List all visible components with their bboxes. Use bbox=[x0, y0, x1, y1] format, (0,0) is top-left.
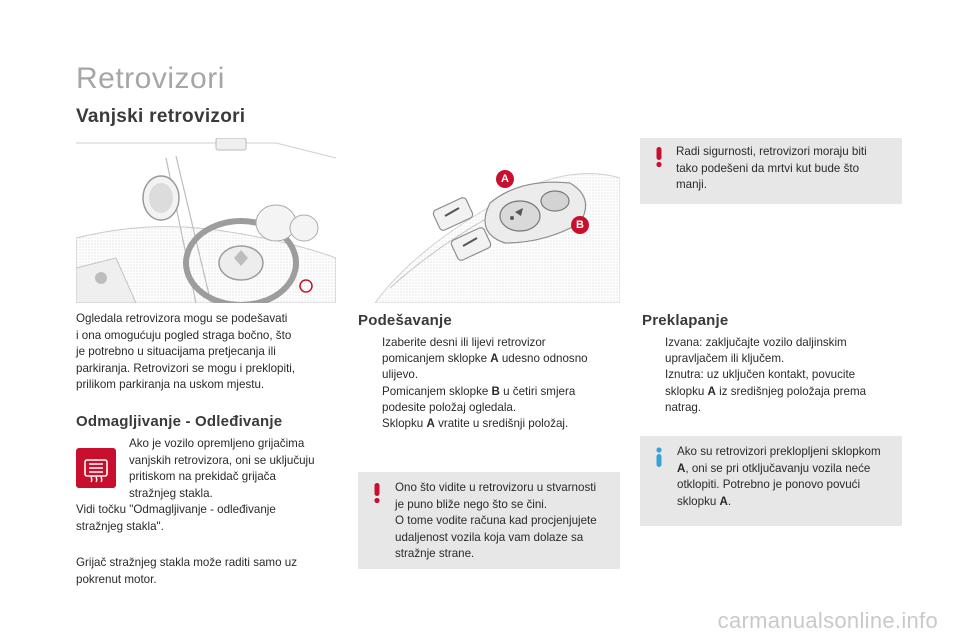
warning-icon bbox=[368, 482, 386, 504]
defrost-title: Odmagljivanje - Odleđivanje bbox=[76, 413, 283, 430]
warning-icon bbox=[650, 146, 668, 168]
warning-line-5: stražnje strane. bbox=[395, 547, 475, 560]
intro-line-2: i ona omogućuju pogled straga bočno, što bbox=[76, 328, 292, 342]
defrost-line-4: stražnjeg stakla. bbox=[129, 486, 213, 500]
info-line-1: Ako su retrovizori preklopljeni sklopkom bbox=[677, 445, 881, 458]
fold-title: Preklapanje bbox=[642, 312, 729, 329]
defrost-ref-line-2: stražnjeg stakla". bbox=[76, 519, 164, 533]
safety-line-2: tako podešeni da mrtvi kut bude što bbox=[676, 161, 860, 175]
defrost-line-1: Ako je vozilo opremljeno grijačima bbox=[129, 437, 305, 450]
fold-info-box bbox=[640, 436, 902, 526]
rear-defrost-icon bbox=[76, 448, 116, 488]
motor-line-2: pokrenut motor. bbox=[76, 572, 157, 586]
section-title: Vanjski retrovizori bbox=[76, 106, 246, 127]
info-line-2: A, oni se pri otključavanju vozila neće bbox=[677, 461, 871, 475]
watermark: carmanualsonline.info bbox=[717, 608, 938, 633]
warning-line-3: O tome vodite računa kad procjenjujete bbox=[395, 514, 597, 527]
adjust-list bbox=[359, 335, 609, 432]
defrost-text-indented bbox=[129, 436, 339, 502]
safety-line-1: Radi sigurnosti, retrovizori moraju biti bbox=[676, 145, 867, 158]
page-title: Retrovizori bbox=[76, 62, 225, 95]
warning-line-1: Ono što vidite u retrovizoru u stvarnosti bbox=[395, 481, 597, 494]
defrost-line-3: pritiskom na prekidač grijača bbox=[129, 470, 276, 483]
intro-line-1: Ogledala retrovizora mogu se podešavati bbox=[76, 312, 288, 325]
intro-paragraph bbox=[76, 311, 336, 394]
list-item: Sklopku A vratite u središnji položaj. bbox=[382, 417, 569, 431]
info-line-4: sklopku A. bbox=[677, 494, 732, 508]
intro-line-3: je potrebno u situacijama pretjecanja ili bbox=[76, 345, 276, 358]
marker-b: B bbox=[571, 216, 589, 234]
info-icon bbox=[650, 446, 668, 468]
defrost-text-full bbox=[76, 502, 338, 535]
intro-line-5: prilikom parkiranja na uskom mjestu. bbox=[76, 378, 265, 391]
list-item: Izaberite desni ili lijevi retrovizor pomicanjem sklopke A udesno odnosno ulijevo. bbox=[382, 336, 588, 382]
motor-line-1: Grijač stražnjeg stakla može raditi samo uz bbox=[76, 556, 298, 569]
list-item: Izvana: zaključajte vozilo daljinskim upravljačem ili ključem. bbox=[665, 336, 847, 366]
list-item: Iznutra: uz uključen kontakt, povucite sklopku A iz središnjeg položaja prema natrag. bbox=[665, 368, 867, 414]
safety-line-3: manji. bbox=[676, 178, 707, 191]
fold-list bbox=[642, 335, 882, 416]
dashboard-illustration bbox=[76, 138, 336, 303]
warning-line-2: je puno bliže nego što se čini. bbox=[395, 497, 548, 511]
list-item: Pomicanjem sklopke B u četiri smjera podesite položaj ogledala. bbox=[382, 384, 576, 414]
marker-a: A bbox=[496, 170, 514, 188]
adjust-title: Podešavanje bbox=[358, 312, 452, 329]
warning-line-4: udaljenost vozila koja vam dolaze sa bbox=[395, 530, 584, 544]
defrost-ref-line-1: Vidi točku "Odmagljivanje - odleđivanje bbox=[76, 503, 276, 516]
distance-warning-box bbox=[358, 472, 620, 569]
defrost-motor-text bbox=[76, 555, 338, 588]
intro-line-4: parkiranja. Retrovizori se mogu i preklopiti, bbox=[76, 361, 296, 375]
safety-warning-box bbox=[640, 138, 902, 204]
defrost-line-2: vanjskih retrovizora, oni se uključuju bbox=[129, 453, 315, 467]
info-line-3: otklopiti. Potrebno je ponovo povući bbox=[677, 478, 861, 491]
